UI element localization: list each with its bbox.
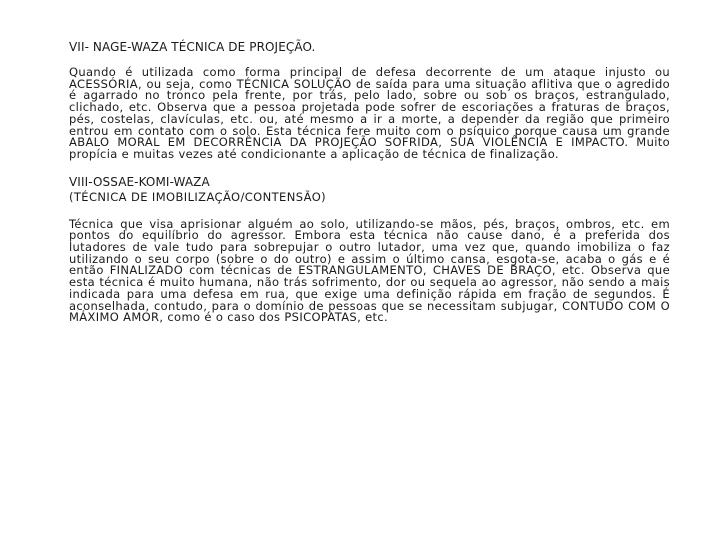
section-7-paragraph: Quando é utilizada como forma principal de defesa decorrente de um ataque injusto ou ACESSÓRIA, ou seja, como TÉCNICA SOLUÇÃO de saída para uma situação aflitiva que o agredido é agarrado no tronco pela frente, por trás, pelo lado, sobre ou sob os braços, estrangulado, clichado, etc. Observa que a pessoa projetada pode sofrer de escoriações a fraturas de braços, pés, costelas, clavículas, etc. ou, até mesmo a ir a morte, a depender da região que primeiro entrou em contato com o solo. Esta técnica fere muito com o psíquico porque causa um grande ABALO MORAL EM DECORRÊNCIA DA PROJEÇÃO SOFRIDA, SUA VIOLÊNCIA E IMPACTO. Muito propícia e muitas vezes até condicionante a aplicação de técnica de finalização.	[69, 65, 670, 161]
section-8-paragraph: Técnica que visa aprisionar alguém ao solo, utilizando-se mãos, pés, braços, ombros, etc. em pontos do equilíbrio do agressor. Embora esta técnica não cause dano, é a preferida dos lutadores de vale tudo para sobrepujar o outro lutador, uma vez que, quando imobiliza o faz utilizando o seu corpo (sobre o do outro) e assim o último cansa, esgota-se, acaba o gás e é então FINALIZADO com técnicas de ESTRANGULAMENTO, CHAVES DE BRAÇO, etc. Observa que esta técnica é muito humana, não trás sofrimento, dor ou sequela ao agressor, não sendo a mais indicada para uma defesa em rua, que exige uma definição rápida em fração de segundos. É aconselhada, contudo, para o domínio de pessoas que se necessitam subjugar, CONTUDO COM O MÁXIMO AMOR, como é o caso dos PSICOPATAS, etc.	[69, 216, 670, 325]
section-8-heading: VIII-OSSAE-KOMI-WAZA	[69, 174, 210, 189]
section-8-subtitle: (TÉCNICA DE IMOBILIZAÇÃO/CONTENSÃO)	[69, 189, 327, 204]
section-7-heading: VII- NAGE-WAZA TÉCNICA DE PROJEÇÃO.	[69, 40, 316, 54]
slide-content	[69, 40, 670, 324]
